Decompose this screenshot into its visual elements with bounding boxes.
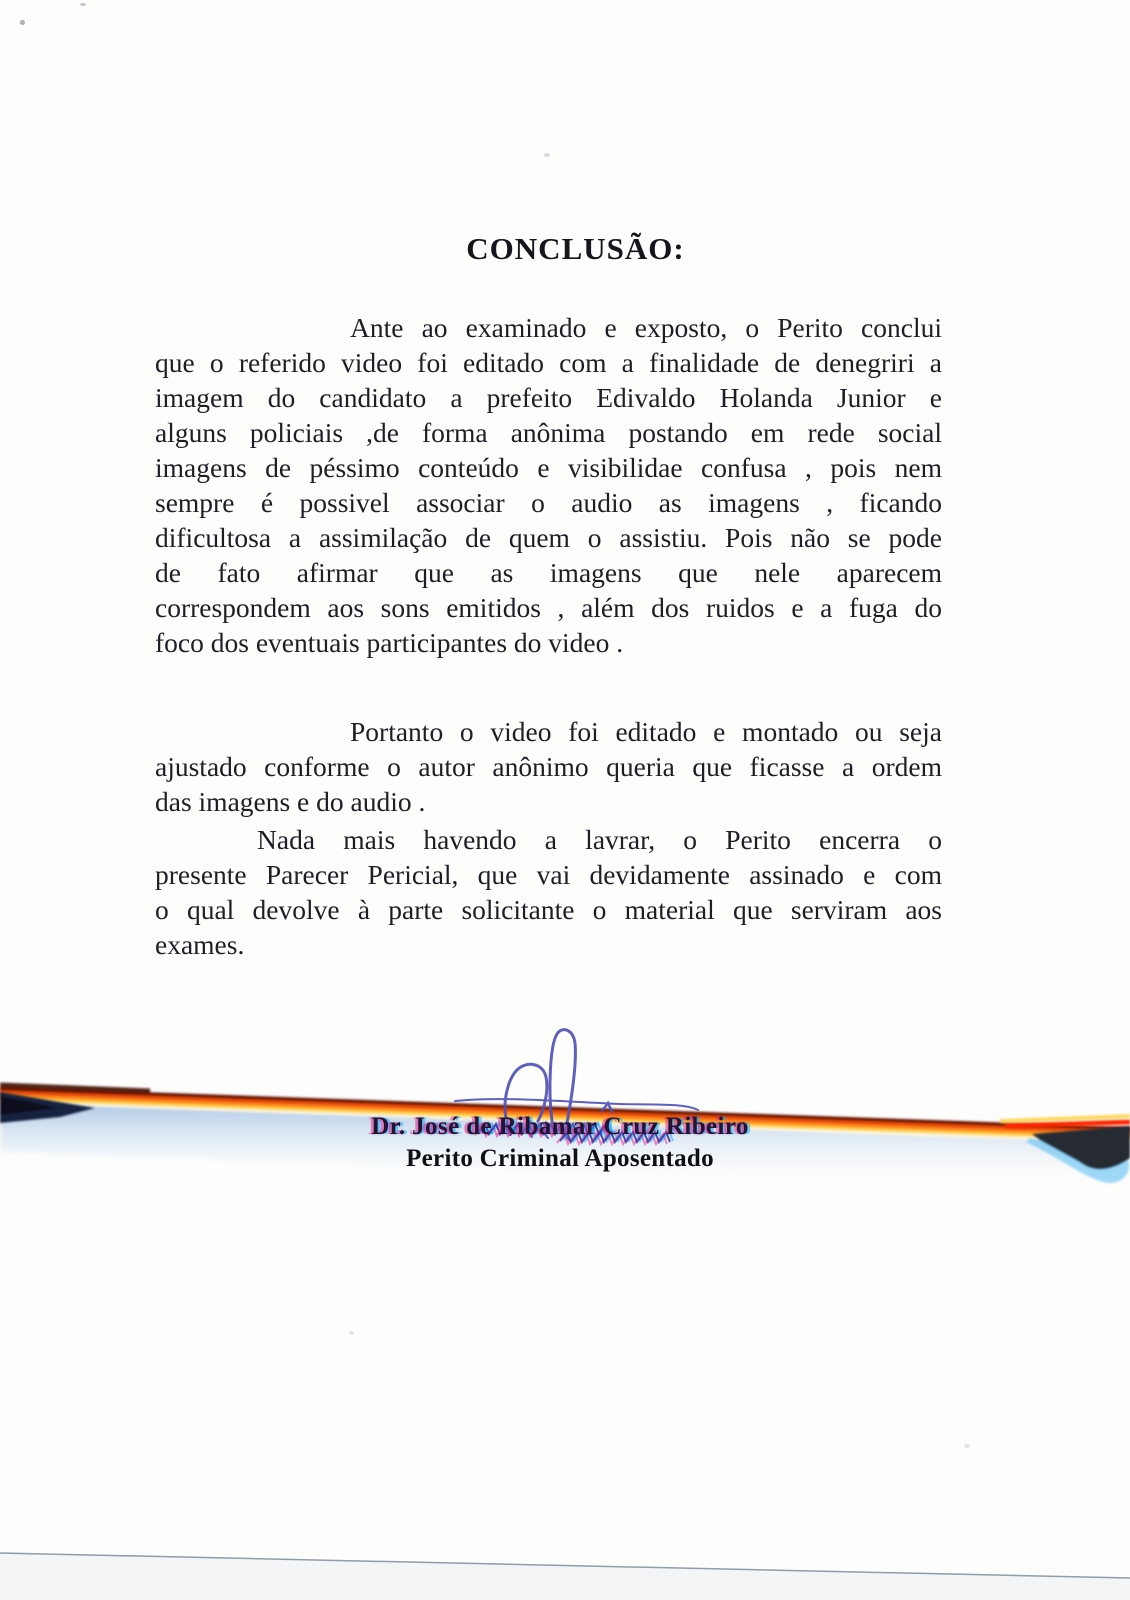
paragraph-conclusion-1 (155, 310, 942, 660)
signatory-role: Perito Criminal Aposentado (406, 1145, 714, 1172)
text-line: dificultosa a assimilação de quem o assistiu. Pois não se pode (155, 522, 942, 553)
signatory-name: Dr. José de Ribamar Cruz Ribeiro (371, 1113, 749, 1140)
text-line: presente Parecer Pericial, que vai devidamente assinado e com (155, 859, 942, 890)
text-line: Nada mais havendo a lavrar, o Perito encerra o (257, 824, 942, 855)
text-line: das imagens e do audio . (155, 786, 426, 817)
paragraph-conclusion-2 (155, 714, 942, 819)
text-line: Ante ao examinado e exposto, o Perito conclui (350, 312, 942, 343)
text-line: imagem do candidato a prefeito Edivaldo Holanda Junior e (155, 382, 942, 413)
dust-speck (80, 3, 86, 6)
text-line: foco dos eventuais participantes do video . (155, 627, 624, 658)
text-line: alguns policiais ,de forma anônima postando em rede social (155, 417, 942, 448)
page-bottom-edge (0, 1540, 1130, 1600)
text-line: que o referido video foi editado com a finalidade de denegriri a (155, 347, 942, 378)
dust-speck (964, 1444, 970, 1448)
signature-block (160, 1112, 960, 1174)
text-line: ajustado conforme o autor anônimo queria que ficasse a ordem (155, 751, 942, 782)
dust-speck (544, 153, 550, 157)
text-line: correspondem aos sons emitidos , além dos ruidos e a fuga do (155, 592, 942, 623)
text-line: Portanto o video foi editado e montado ou seja (350, 716, 942, 747)
text-line: sempre é possivel associar o audio as imagens , ficando (155, 487, 942, 518)
text-line: o qual devolve à parte solicitante o material que serviram aos (155, 894, 942, 925)
document-title: CONCLUSÃO: (466, 231, 685, 266)
text-line: imagens de péssimo conteúdo e visibilidae confusa , pois nem (155, 452, 942, 483)
paragraph-closing (155, 822, 942, 962)
text-line: exames. (155, 929, 245, 960)
dust-speck (20, 20, 25, 25)
dust-speck (349, 1331, 354, 1335)
text-line: de fato afirmar que as imagens que nele aparecem (155, 557, 942, 588)
